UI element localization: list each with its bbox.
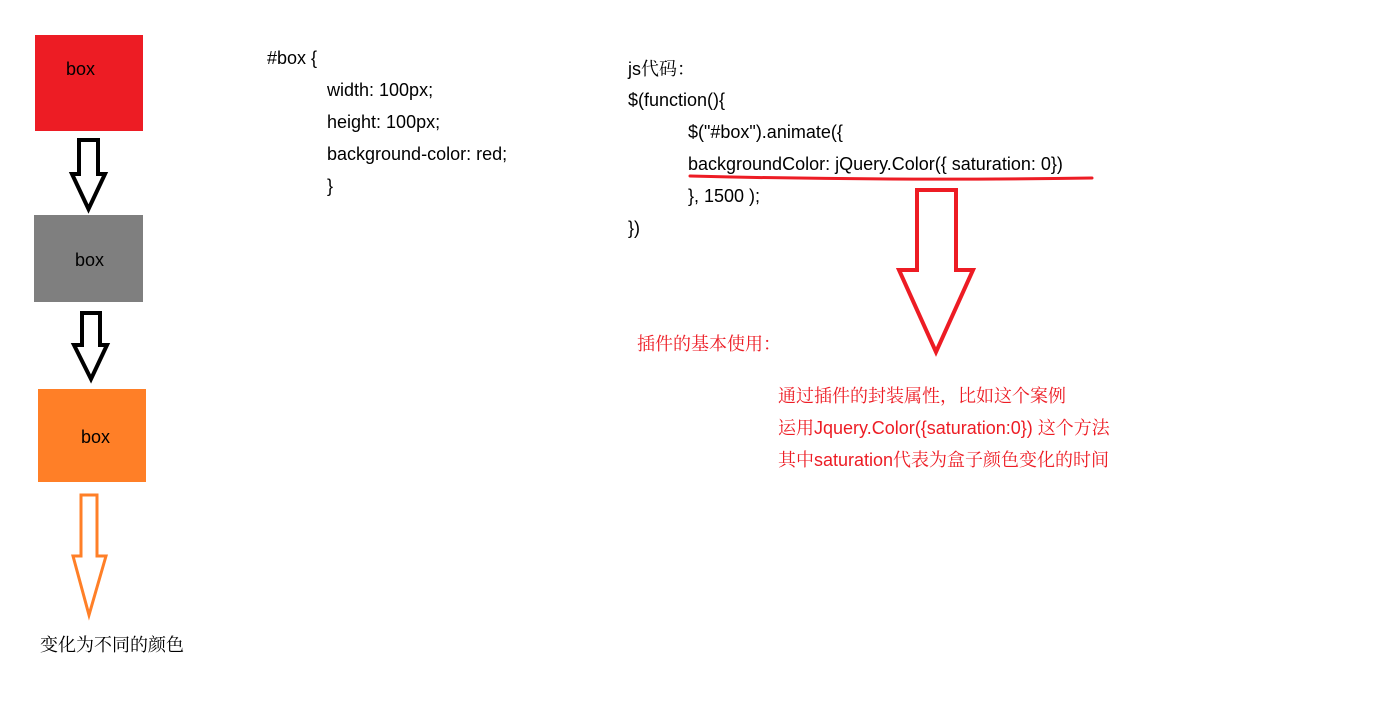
down-arrow-icon [70, 138, 108, 212]
css-code-line: #box { [267, 48, 318, 68]
orange-box-label: box [81, 427, 111, 447]
js-code-line: }, 1500 ); [688, 186, 761, 206]
js-code-line: $("#box").animate({ [688, 122, 843, 142]
js-code-heading: js代码： [628, 59, 695, 79]
gray-box-label: box [75, 250, 105, 270]
notes-line: 通过插件的封装属性，比如这个案例 [778, 386, 1066, 406]
down-arrow-icon [72, 311, 110, 383]
notes-line: 其中saturation代表为盒子颜色变化的时间 [778, 450, 1110, 470]
down-arrow-icon [896, 187, 976, 355]
down-arrow-icon [71, 493, 109, 619]
gray-box [34, 215, 143, 302]
css-code-line: width: 100px; [327, 80, 434, 100]
red-box [35, 35, 143, 131]
css-code-line: } [327, 176, 334, 196]
caption-text: 变化为不同的颜色 [40, 635, 184, 655]
red-underline [686, 170, 1096, 184]
js-code-line: $(function(){ [628, 90, 726, 110]
css-code-line: height: 100px; [327, 112, 441, 132]
orange-box [38, 389, 146, 482]
js-code-line-highlighted: backgroundColor: jQuery.Color({ saturation: 0}) [688, 154, 1063, 174]
js-code-line: }) [628, 218, 641, 238]
red-box-label: box [66, 59, 96, 79]
notes-title: 插件的基本使用： [637, 334, 781, 354]
notes-line: 运用Jquery.Color({saturation:0}) 这个方法 [778, 418, 1110, 438]
css-code-line: background-color: red; [327, 144, 508, 164]
